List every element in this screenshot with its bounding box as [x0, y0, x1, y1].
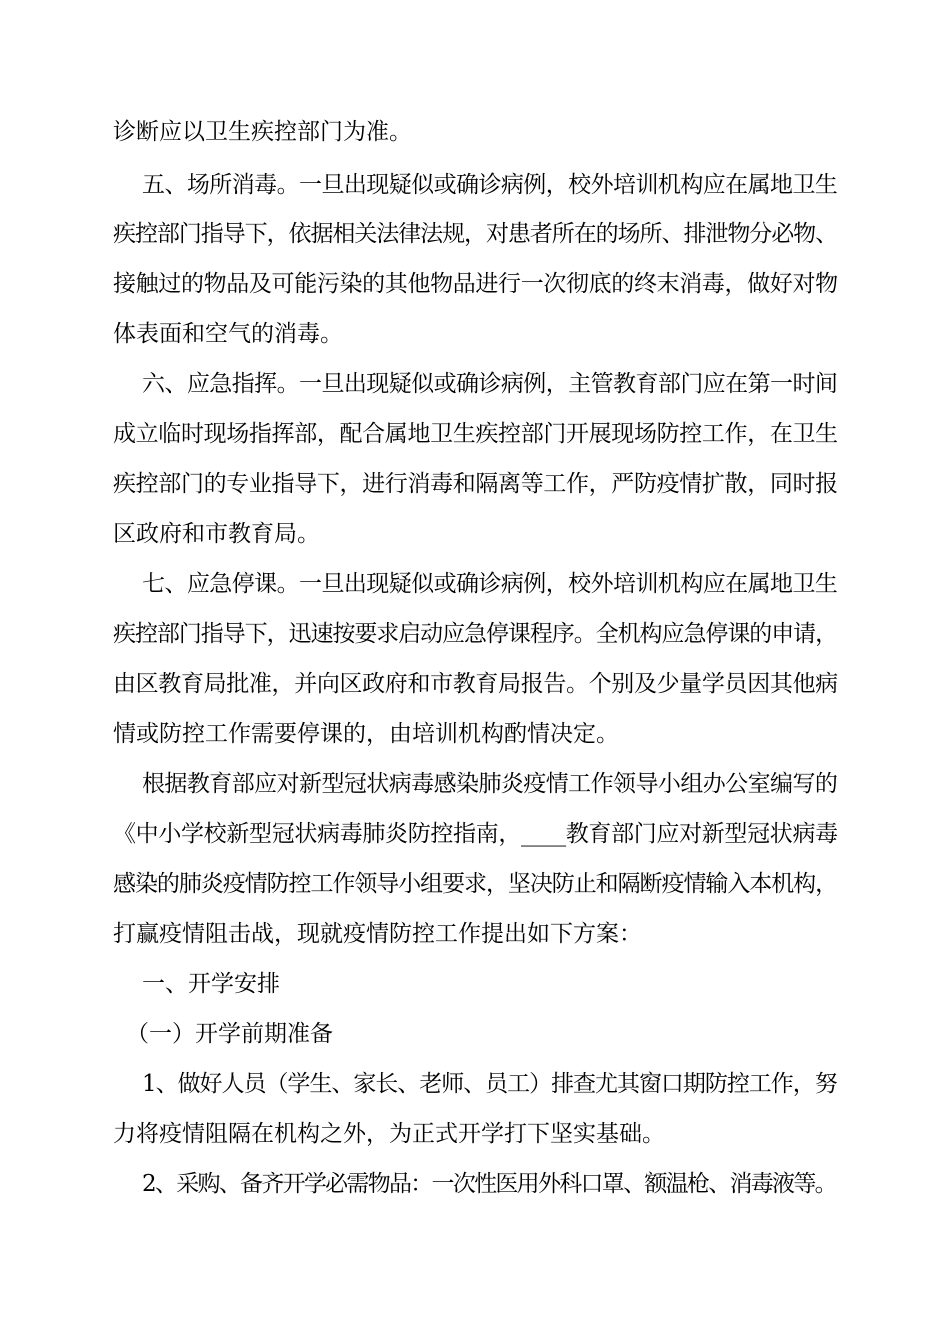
text-line-content: 诊断应以卫生疾控部门为准。	[113, 119, 412, 145]
text-line	[0, 916, 950, 952]
text-line-content: 接触过的物品及可能污染的其他物品进行一次彻底的终末消毒，做好对物	[113, 271, 838, 297]
text-line-content: 打赢疫情阻击战，现就疫情防控工作提出如下方案：	[113, 921, 642, 947]
subsection-heading	[0, 1016, 950, 1052]
text-line	[0, 716, 950, 752]
text-line-content: 《中小学校新型冠状病毒肺炎防控指南，____教育部门应对新型冠状病毒	[113, 821, 838, 847]
text-line-content: 成立临时现场指挥部，配合属地卫生疾控部门开展现场防控工作，在卫生	[113, 421, 838, 447]
text-line	[0, 616, 950, 652]
text-line	[0, 366, 950, 402]
text-line-content: 根据教育部应对新型冠状病毒感染肺炎疫情工作领导小组办公室编写的	[142, 771, 838, 797]
text-line-content: 六、应急指挥。一旦出现疑似或确诊病例，主管教育部门应在第一时间	[142, 371, 838, 397]
text-line	[0, 666, 950, 702]
text-line-content: 由区教育局批准，并向区政府和市教育局报告。个别及少量学员因其他病	[113, 671, 838, 697]
text-line-content: 五、场所消毒。一旦出现疑似或确诊病例，校外培训机构应在属地卫生	[142, 172, 838, 198]
text-line	[0, 1066, 950, 1102]
text-line-content: 力将疫情阻隔在机构之外，为正式开学打下坚实基础。	[113, 1121, 665, 1147]
text-line	[0, 114, 950, 150]
text-line	[0, 466, 950, 502]
text-line-content: 2、采购、备齐开学必需物品：一次性医用外科口罩、额温枪、消毒液等。	[142, 1171, 836, 1197]
text-line	[0, 316, 950, 352]
text-line-content: 疾控部门的专业指导下，进行消毒和隔离等工作，严防疫情扩散，同时报	[113, 471, 838, 497]
text-line	[0, 816, 950, 852]
section-heading	[0, 966, 950, 1002]
text-line	[0, 266, 950, 302]
text-line-content: 感染的肺炎疫情防控工作领导小组要求，坚决防止和隔断疫情输入本机构，	[113, 871, 838, 897]
text-line	[0, 1116, 950, 1152]
text-line-content: 七、应急停课。一旦出现疑似或确诊病例，校外培训机构应在属地卫生	[142, 571, 838, 597]
text-line-content: 体表面和空气的消毒。	[113, 321, 343, 347]
text-line	[0, 866, 950, 902]
text-line-content: 疾控部门指导下，迅速按要求启动应急停课程序。全机构应急停课的申请，	[113, 621, 838, 647]
text-line-content: 情或防控工作需要停课的，由培训机构酌情决定。	[113, 721, 619, 747]
text-line-content: 1、做好人员（学生、家长、老师、员工）排查尤其窗口期防控工作，努	[142, 1071, 837, 1097]
text-line-content: 疾控部门指导下，依据相关法律法规，对患者所在的场所、排泄物分必物、	[113, 221, 838, 247]
text-line	[0, 167, 950, 203]
subsection-heading-text: （一）开学前期准备	[126, 1021, 333, 1047]
text-line	[0, 566, 950, 602]
text-line	[0, 416, 950, 452]
text-line	[0, 766, 950, 802]
section-heading-text: 一、开学安排	[142, 971, 280, 997]
text-line	[0, 216, 950, 252]
text-line	[0, 1166, 950, 1202]
text-line-content: 区政府和市教育局。	[113, 521, 320, 547]
text-line	[0, 516, 950, 552]
